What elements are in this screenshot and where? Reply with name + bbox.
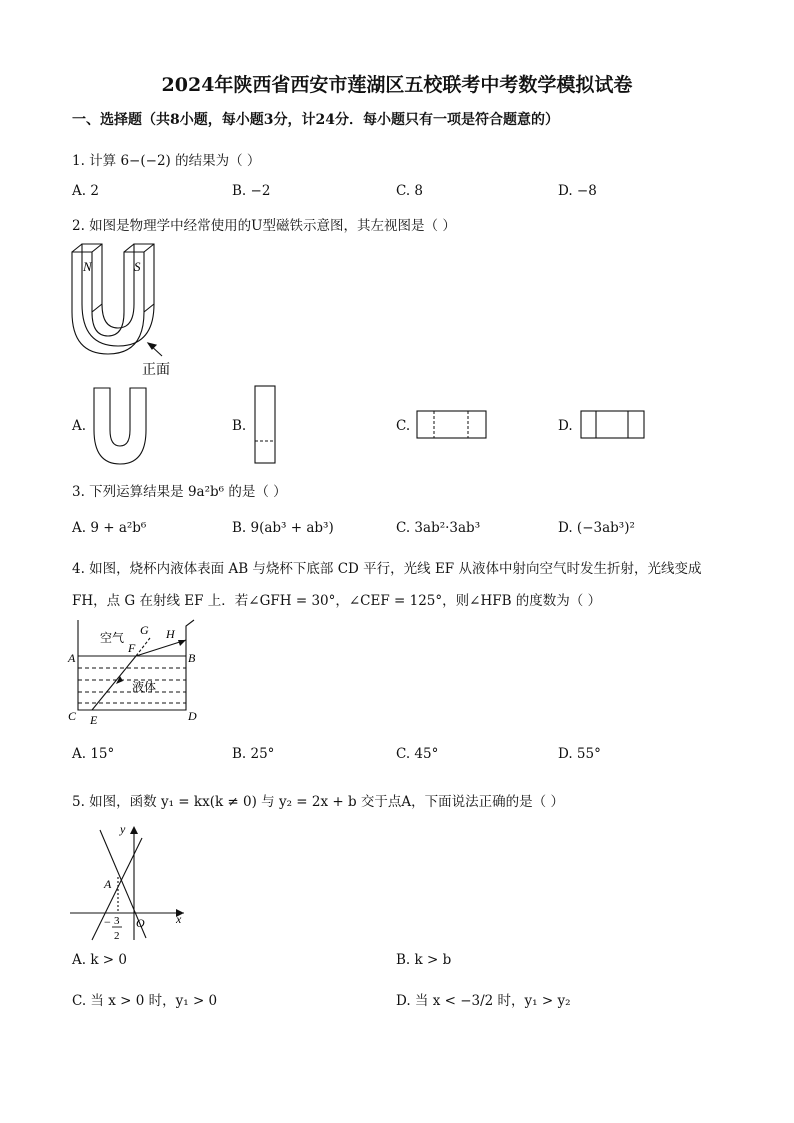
question-5-stem: 5. 如图，函数 y₁ = kx(k ≠ 0) 与 y₂ = 2x + b 交于点A，下面说法正确的是（ ） <box>72 794 564 810</box>
point-a-label: A <box>68 651 76 665</box>
front-label: 正面 <box>142 362 170 378</box>
q5-option-a[interactable]: A. k > 0 <box>72 952 127 968</box>
tick-denominator: 2 <box>114 930 120 942</box>
q4-option-c[interactable]: C. 45° <box>396 746 439 762</box>
q4-option-b[interactable]: B. 25° <box>232 746 275 762</box>
point-a-label: A <box>104 877 112 891</box>
q3-option-c[interactable]: C. 3ab²·3ab³ <box>396 520 481 536</box>
q1-option-a[interactable]: A. 2 <box>72 183 99 199</box>
q5-option-d[interactable]: D. 当 x < −3/2 时，y₁ > y₂ <box>396 993 571 1009</box>
point-d-label: D <box>188 709 197 723</box>
q1-option-d[interactable]: D. −8 <box>558 183 597 199</box>
q2-option-d-figure <box>580 410 646 440</box>
q2-option-d[interactable]: D. <box>558 418 573 434</box>
liquid-label: 液体 <box>132 680 157 694</box>
x-axis-label: x <box>176 912 182 926</box>
point-b-label: B <box>188 651 196 665</box>
point-g-label: G <box>140 623 149 637</box>
q4-option-a[interactable]: A. 15° <box>72 746 115 762</box>
q3-option-d[interactable]: D. (−3ab³)² <box>558 520 635 536</box>
question-1-stem: 1. 计算 6−(−2) 的结果为（ ） <box>72 153 261 169</box>
function-graph-figure <box>70 820 200 945</box>
q4-option-d[interactable]: D. 55° <box>558 746 601 762</box>
point-h-label: H <box>166 627 175 641</box>
point-f-label: F <box>128 641 136 655</box>
section-heading: 一、选择题（共8小题，每小题3分，计24分．每小题只有一项是符合题意的） <box>72 112 559 128</box>
point-c-label: C <box>68 709 77 723</box>
q2-option-a-figure <box>90 386 150 466</box>
question-3-stem: 3. 下列运算结果是 9a²b⁶ 的是（ ） <box>72 484 287 500</box>
u-magnet-figure <box>66 238 186 378</box>
question-4-stem-line2: FH，点 G 在射线 EF 上．若∠GFH = 30°，∠CEF = 125°，则∠HFB 的度数为（ ） <box>72 593 602 609</box>
q2-option-b-figure <box>254 385 278 465</box>
q3-option-b[interactable]: B. 9(ab³ + ab³) <box>232 520 334 536</box>
q5-option-c[interactable]: C. 当 x > 0 时，y₁ > 0 <box>72 993 218 1009</box>
q2-option-c-figure <box>416 410 488 440</box>
q1-option-c[interactable]: C. 8 <box>396 183 424 199</box>
origin-label: O <box>136 916 145 930</box>
question-2-stem: 2. 如图是物理学中经常使用的U型磁铁示意图，其左视图是（ ） <box>72 218 456 234</box>
q2-option-a[interactable]: A. <box>72 418 87 434</box>
tick-numerator: 3 <box>114 915 120 927</box>
page-title: 2024年陕西省西安市莲湖区五校联考中考数学模拟试卷 <box>161 74 633 96</box>
tick-negative-sign: − <box>104 915 111 929</box>
magnet-s-label: S <box>134 259 141 274</box>
q5-option-b[interactable]: B. k > b <box>396 952 452 968</box>
beaker-figure <box>70 618 210 728</box>
question-4-stem-line1: 4. 如图，烧杯内液体表面 AB 与烧杯下底部 CD 平行，光线 EF 从液体中射向空气时发生折射，光线变成 <box>72 561 702 577</box>
point-e-label: E <box>90 713 98 727</box>
y-axis-label: y <box>120 822 126 836</box>
q1-option-b[interactable]: B. −2 <box>232 183 271 199</box>
air-label: 空气 <box>100 631 125 645</box>
q2-option-c[interactable]: C. <box>396 418 411 434</box>
q2-option-b[interactable]: B. <box>232 418 247 434</box>
q3-option-a[interactable]: A. 9 + a²b⁶ <box>72 520 147 536</box>
magnet-n-label: N <box>83 259 92 274</box>
